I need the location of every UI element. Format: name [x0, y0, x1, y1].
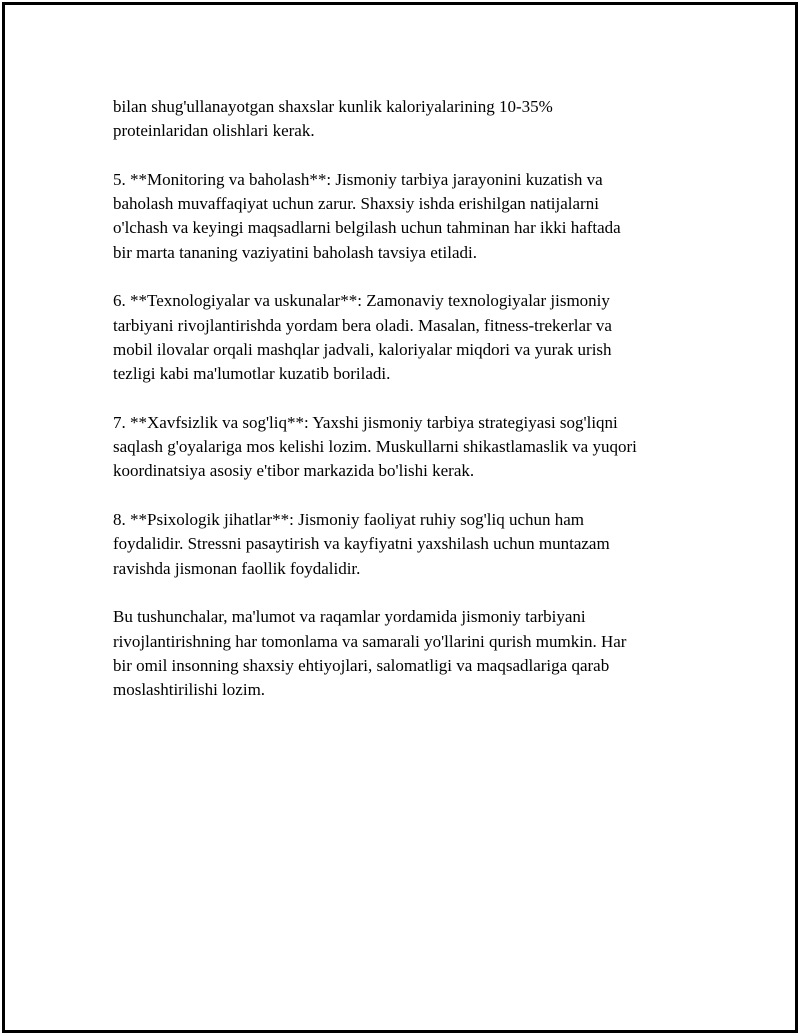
- paragraph-safety: 7. **Xavfsizlik va sog'liq**: Yaxshi jismoniy tarbiya strategiyasi sog'liqni saqlash g'oyalariga mos kelishi lozim. Muskullarni shikastlamaslik va yuqori koordinatsiya asosiy e'tibor markazida bo'lishi kerak.: [113, 412, 637, 481]
- document-body: [113, 95, 703, 727]
- paragraph-technology: 6. **Texnologiyalar va uskunalar**: Zamonaviy texnologiyalar jismoniy tarbiyani rivojlantirishda yordam bera oladi. Masalan, fitness-trekerlar va mobil ilovalar orqali mashqlar jadvali, kaloriyalar miqdori va yurak urish tezligi kabi ma'lumotlar kuzatib boriladi.: [113, 291, 612, 384]
- paragraph-psychology: 8. **Psixologik jihatlar**: Jismoniy faoliyat ruhiy sog'liq uchun ham foydalidir. Stressni pasaytirish va kayfiyatni yaxshilash uchun muntazam ravishda jismonan faollik foydalidir.: [113, 510, 610, 578]
- paragraph-conclusion: Bu tushunchalar, ma'lumot va raqamlar yordamida jismoniy tarbiyani rivojlantirishning har tomonlama va samarali yo'llarini qurish mumkin. Har bir omil insonning shaxsiy ehtiyojlari, salomatligi va maqsadlariga qarab moslashtirilishi lozim.: [113, 607, 627, 700]
- paragraph-protein-intro: bilan shug'ullanayotgan shaxslar kunlik kaloriyalarining 10-35% proteinlaridan olishlari kerak.: [113, 97, 553, 141]
- paragraph-monitoring: 5. **Monitoring va baholash**: Jismoniy tarbiya jarayonini kuzatish va baholash muvaffaqiyat uchun zarur. Shaxsiy ishda erishilgan natijalarni o'lchash va keyingi maqsadlarni belgilash uchun tahminan har ikki haftada bir marta tananing vaziyatini baholash tavsiya etiladi.: [113, 169, 621, 262]
